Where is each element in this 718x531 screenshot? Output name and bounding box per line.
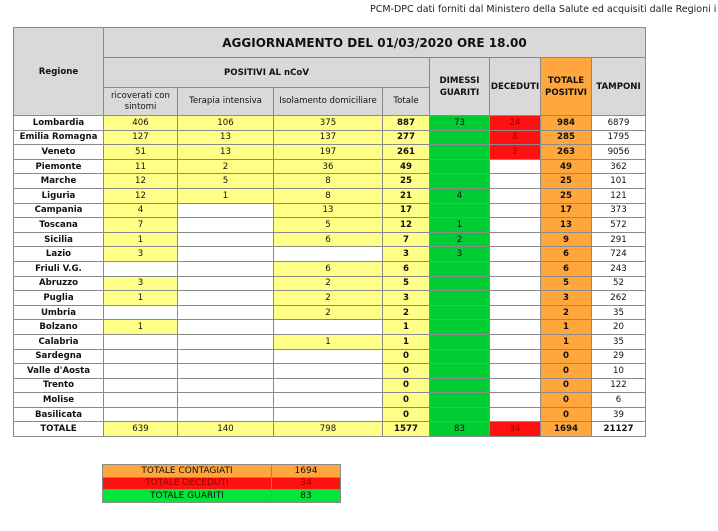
- cell-region: Veneto: [14, 145, 104, 160]
- cell-ricoverati: [104, 407, 178, 422]
- cell-isolamento: 8: [274, 188, 383, 203]
- cell-totale-positivi: 285: [541, 130, 592, 145]
- header-terapia: Terapia intensiva: [178, 88, 274, 116]
- header-dimessi: DIMESSI GUARITI: [430, 58, 490, 116]
- cell-isolamento: [274, 407, 383, 422]
- cell-region: Lombardia: [14, 116, 104, 131]
- cell-tamponi: 572: [592, 218, 646, 233]
- cell-ricoverati: 406: [104, 116, 178, 131]
- cell-region: Bolzano: [14, 320, 104, 335]
- cell-tamponi: 121: [592, 188, 646, 203]
- cell-ricoverati: 1: [104, 291, 178, 306]
- table-row: [14, 247, 646, 262]
- cell-deceduti: [490, 159, 541, 174]
- cell-ricoverati: 4: [104, 203, 178, 218]
- cell-totale: 0: [383, 349, 430, 364]
- cell-region: Abruzzo: [14, 276, 104, 291]
- cell-totale: 3: [383, 247, 430, 262]
- cell-region: Liguria: [14, 188, 104, 203]
- cell-deceduti: [490, 320, 541, 335]
- cell-deceduti: [490, 232, 541, 247]
- cell-ricoverati: [104, 261, 178, 276]
- header-ricoverati: ricoverati con sintomi: [104, 88, 178, 116]
- cell-terapia: [178, 247, 274, 262]
- cell-totale: 21: [383, 188, 430, 203]
- cell-terapia: [178, 305, 274, 320]
- cell-terapia: [178, 378, 274, 393]
- cell-dimessi: [430, 305, 490, 320]
- cell-totale: 49: [383, 159, 430, 174]
- table-row: [14, 407, 646, 422]
- cell-ricoverati: 639: [104, 422, 178, 437]
- cell-deceduti: [490, 261, 541, 276]
- header-totale-positivi: TOTALE POSITIVI: [541, 58, 592, 116]
- cell-totale-positivi: 13: [541, 218, 592, 233]
- cell-terapia: 13: [178, 145, 274, 160]
- cell-dimessi: 3: [430, 247, 490, 262]
- table-row: [14, 174, 646, 189]
- cell-ricoverati: 7: [104, 218, 178, 233]
- cell-region: Friuli V.G.: [14, 261, 104, 276]
- cell-isolamento: 36: [274, 159, 383, 174]
- cell-dimessi: 4: [430, 188, 490, 203]
- table-row: [14, 305, 646, 320]
- header-deceduti: DECEDUTI: [490, 58, 541, 116]
- table-row: [14, 261, 646, 276]
- cell-dimessi: 1: [430, 218, 490, 233]
- cell-dimessi: [430, 130, 490, 145]
- cell-dimessi: [430, 203, 490, 218]
- cell-totale-positivi: 1: [541, 320, 592, 335]
- summary-row: [103, 490, 341, 503]
- cell-deceduti: 2: [490, 145, 541, 160]
- cell-isolamento: 798: [274, 422, 383, 437]
- cell-totale-positivi: 25: [541, 188, 592, 203]
- cell-terapia: [178, 407, 274, 422]
- table-row: [14, 364, 646, 379]
- cell-deceduti: [490, 393, 541, 408]
- cell-tamponi: 21127: [592, 422, 646, 437]
- cell-dimessi: [430, 145, 490, 160]
- summary-value: 1694: [272, 465, 341, 478]
- cell-deceduti: 24: [490, 116, 541, 131]
- cell-terapia: 2: [178, 159, 274, 174]
- totals-row: [14, 422, 646, 437]
- cell-dimessi: [430, 378, 490, 393]
- table-row: [14, 320, 646, 335]
- cell-totale-positivi: 0: [541, 393, 592, 408]
- cell-deceduti: [490, 378, 541, 393]
- cell-totale-positivi: 0: [541, 378, 592, 393]
- cell-dimessi: [430, 349, 490, 364]
- cell-totale-positivi: 0: [541, 364, 592, 379]
- cell-totale-positivi: 984: [541, 116, 592, 131]
- cell-region: Sardegna: [14, 349, 104, 364]
- cell-tamponi: 362: [592, 159, 646, 174]
- cell-region: Toscana: [14, 218, 104, 233]
- cell-totale: 17: [383, 203, 430, 218]
- cell-ricoverati: 1: [104, 320, 178, 335]
- cell-isolamento: [274, 393, 383, 408]
- cell-tamponi: 29: [592, 349, 646, 364]
- cell-deceduti: [490, 364, 541, 379]
- cell-totale: 1: [383, 334, 430, 349]
- cell-tamponi: 9056: [592, 145, 646, 160]
- table-row: [14, 349, 646, 364]
- cell-terapia: [178, 218, 274, 233]
- cell-dimessi: [430, 407, 490, 422]
- cell-ricoverati: 1: [104, 232, 178, 247]
- cell-deceduti: [490, 349, 541, 364]
- cell-deceduti: [490, 174, 541, 189]
- table-row: [14, 232, 646, 247]
- cell-totale: 3: [383, 291, 430, 306]
- cell-terapia: [178, 393, 274, 408]
- cell-totale-positivi: 49: [541, 159, 592, 174]
- cell-totale-positivi: 9: [541, 232, 592, 247]
- cell-totale-positivi: 5: [541, 276, 592, 291]
- table-row: [14, 218, 646, 233]
- cell-deceduti: [490, 203, 541, 218]
- cell-tamponi: 724: [592, 247, 646, 262]
- cell-terapia: [178, 203, 274, 218]
- cell-ricoverati: 12: [104, 188, 178, 203]
- cell-isolamento: 6: [274, 261, 383, 276]
- cell-isolamento: 8: [274, 174, 383, 189]
- summary-row: [103, 477, 341, 490]
- cell-deceduti: 8: [490, 130, 541, 145]
- cell-dimessi: [430, 334, 490, 349]
- cell-tamponi: 122: [592, 378, 646, 393]
- cell-totale: 0: [383, 364, 430, 379]
- cell-dimessi: 2: [430, 232, 490, 247]
- cell-ricoverati: 3: [104, 276, 178, 291]
- cell-isolamento: 375: [274, 116, 383, 131]
- cell-dimessi: 83: [430, 422, 490, 437]
- cell-isolamento: 2: [274, 291, 383, 306]
- cell-region: Puglia: [14, 291, 104, 306]
- table-row: [14, 188, 646, 203]
- cell-totale-positivi: 2: [541, 305, 592, 320]
- cell-terapia: 13: [178, 130, 274, 145]
- cell-tamponi: 243: [592, 261, 646, 276]
- cell-tamponi: 6879: [592, 116, 646, 131]
- cell-ricoverati: 127: [104, 130, 178, 145]
- table-row: [14, 130, 646, 145]
- cell-terapia: [178, 334, 274, 349]
- cell-deceduti: 34: [490, 422, 541, 437]
- cell-ricoverati: 11: [104, 159, 178, 174]
- cell-tamponi: 1795: [592, 130, 646, 145]
- cell-totale: 1: [383, 320, 430, 335]
- cell-isolamento: 1: [274, 334, 383, 349]
- cell-isolamento: 2: [274, 305, 383, 320]
- cell-ricoverati: [104, 378, 178, 393]
- table-row: [14, 276, 646, 291]
- summary-label: TOTALE DECEDUTI: [103, 477, 272, 490]
- cell-totale: 0: [383, 378, 430, 393]
- cell-dimessi: [430, 291, 490, 306]
- cell-ricoverati: 51: [104, 145, 178, 160]
- table-row: [14, 334, 646, 349]
- cell-region: Umbria: [14, 305, 104, 320]
- header-totale: Totale: [383, 88, 430, 116]
- cell-terapia: [178, 291, 274, 306]
- summary-value: 83: [272, 490, 341, 503]
- cell-isolamento: 137: [274, 130, 383, 145]
- cell-isolamento: [274, 247, 383, 262]
- cell-terapia: 1: [178, 188, 274, 203]
- cell-region: Calabria: [14, 334, 104, 349]
- cell-region: Piemonte: [14, 159, 104, 174]
- cell-ricoverati: [104, 364, 178, 379]
- cell-dimessi: [430, 393, 490, 408]
- cell-dimessi: [430, 174, 490, 189]
- cell-totale: 7: [383, 232, 430, 247]
- cell-tamponi: 101: [592, 174, 646, 189]
- cell-isolamento: [274, 320, 383, 335]
- covid-data-table: [13, 27, 646, 437]
- cell-isolamento: 13: [274, 203, 383, 218]
- cell-isolamento: [274, 349, 383, 364]
- cell-isolamento: [274, 378, 383, 393]
- cell-totale-positivi: 0: [541, 407, 592, 422]
- source-note: PCM-DPC dati forniti dal Ministero della Salute ed acquisiti dalle Regioni i: [370, 4, 717, 15]
- cell-deceduti: [490, 218, 541, 233]
- cell-terapia: [178, 232, 274, 247]
- cell-terapia: [178, 320, 274, 335]
- summary-table: [102, 464, 341, 503]
- cell-totale-positivi: 17: [541, 203, 592, 218]
- cell-totale-positivi: 25: [541, 174, 592, 189]
- cell-totale: 0: [383, 407, 430, 422]
- cell-totale: 1577: [383, 422, 430, 437]
- cell-region: Emilia Romagna: [14, 130, 104, 145]
- cell-terapia: 140: [178, 422, 274, 437]
- table-title: AGGIORNAMENTO DEL 01/03/2020 ORE 18.00: [104, 28, 646, 58]
- cell-dimessi: 73: [430, 116, 490, 131]
- cell-totale-positivi: 1: [541, 334, 592, 349]
- cell-region: Trento: [14, 378, 104, 393]
- cell-ricoverati: 12: [104, 174, 178, 189]
- cell-region: Lazio: [14, 247, 104, 262]
- cell-deceduti: [490, 407, 541, 422]
- cell-tamponi: 52: [592, 276, 646, 291]
- cell-deceduti: [490, 291, 541, 306]
- cell-tamponi: 35: [592, 305, 646, 320]
- cell-region: Campania: [14, 203, 104, 218]
- cell-tamponi: 20: [592, 320, 646, 335]
- summary-label: TOTALE CONTAGIATI: [103, 465, 272, 478]
- table-row: [14, 116, 646, 131]
- cell-totale: 2: [383, 305, 430, 320]
- cell-totale: 277: [383, 130, 430, 145]
- header-region: Regione: [14, 28, 104, 116]
- cell-region: Basilicata: [14, 407, 104, 422]
- cell-tamponi: 10: [592, 364, 646, 379]
- cell-totale: 887: [383, 116, 430, 131]
- cell-terapia: [178, 276, 274, 291]
- cell-dimessi: [430, 159, 490, 174]
- cell-deceduti: [490, 276, 541, 291]
- cell-totale: 25: [383, 174, 430, 189]
- cell-dimessi: [430, 276, 490, 291]
- table-row: [14, 145, 646, 160]
- cell-totale: 5: [383, 276, 430, 291]
- cell-ricoverati: [104, 305, 178, 320]
- cell-tamponi: 39: [592, 407, 646, 422]
- cell-tamponi: 262: [592, 291, 646, 306]
- cell-totale: 261: [383, 145, 430, 160]
- cell-totale-positivi: 6: [541, 261, 592, 276]
- cell-region: Molise: [14, 393, 104, 408]
- cell-isolamento: [274, 364, 383, 379]
- cell-terapia: [178, 261, 274, 276]
- cell-terapia: [178, 349, 274, 364]
- cell-totale-positivi: 0: [541, 349, 592, 364]
- table-row: [14, 203, 646, 218]
- cell-tamponi: 35: [592, 334, 646, 349]
- cell-isolamento: 6: [274, 232, 383, 247]
- cell-totale-positivi: 263: [541, 145, 592, 160]
- cell-tamponi: 6: [592, 393, 646, 408]
- table-row: [14, 393, 646, 408]
- cell-ricoverati: [104, 393, 178, 408]
- cell-deceduti: [490, 188, 541, 203]
- cell-terapia: 5: [178, 174, 274, 189]
- summary-value: 34: [272, 477, 341, 490]
- cell-region: Sicilia: [14, 232, 104, 247]
- cell-tamponi: 291: [592, 232, 646, 247]
- cell-terapia: [178, 364, 274, 379]
- cell-ricoverati: 3: [104, 247, 178, 262]
- cell-region: Marche: [14, 174, 104, 189]
- cell-totale: 12: [383, 218, 430, 233]
- cell-isolamento: 197: [274, 145, 383, 160]
- cell-region: TOTALE: [14, 422, 104, 437]
- cell-totale: 6: [383, 261, 430, 276]
- summary-label: TOTALE GUARITI: [103, 490, 272, 503]
- header-tamponi: TAMPONI: [592, 58, 646, 116]
- cell-isolamento: 2: [274, 276, 383, 291]
- cell-region: Valle d'Aosta: [14, 364, 104, 379]
- cell-totale: 0: [383, 393, 430, 408]
- table-row: [14, 378, 646, 393]
- cell-totale-positivi: 3: [541, 291, 592, 306]
- cell-dimessi: [430, 261, 490, 276]
- cell-isolamento: 5: [274, 218, 383, 233]
- cell-ricoverati: [104, 334, 178, 349]
- cell-deceduti: [490, 305, 541, 320]
- cell-totale-positivi: 6: [541, 247, 592, 262]
- summary-row: [103, 465, 341, 478]
- cell-deceduti: [490, 247, 541, 262]
- cell-tamponi: 373: [592, 203, 646, 218]
- cell-dimessi: [430, 364, 490, 379]
- cell-deceduti: [490, 334, 541, 349]
- cell-dimessi: [430, 320, 490, 335]
- header-isolamento: Isolamento domiciliare: [274, 88, 383, 116]
- header-positivi-group: POSITIVI AL nCoV: [104, 58, 430, 88]
- cell-ricoverati: [104, 349, 178, 364]
- cell-totale-positivi: 1694: [541, 422, 592, 437]
- table-row: [14, 291, 646, 306]
- table-row: [14, 159, 646, 174]
- cell-terapia: 106: [178, 116, 274, 131]
